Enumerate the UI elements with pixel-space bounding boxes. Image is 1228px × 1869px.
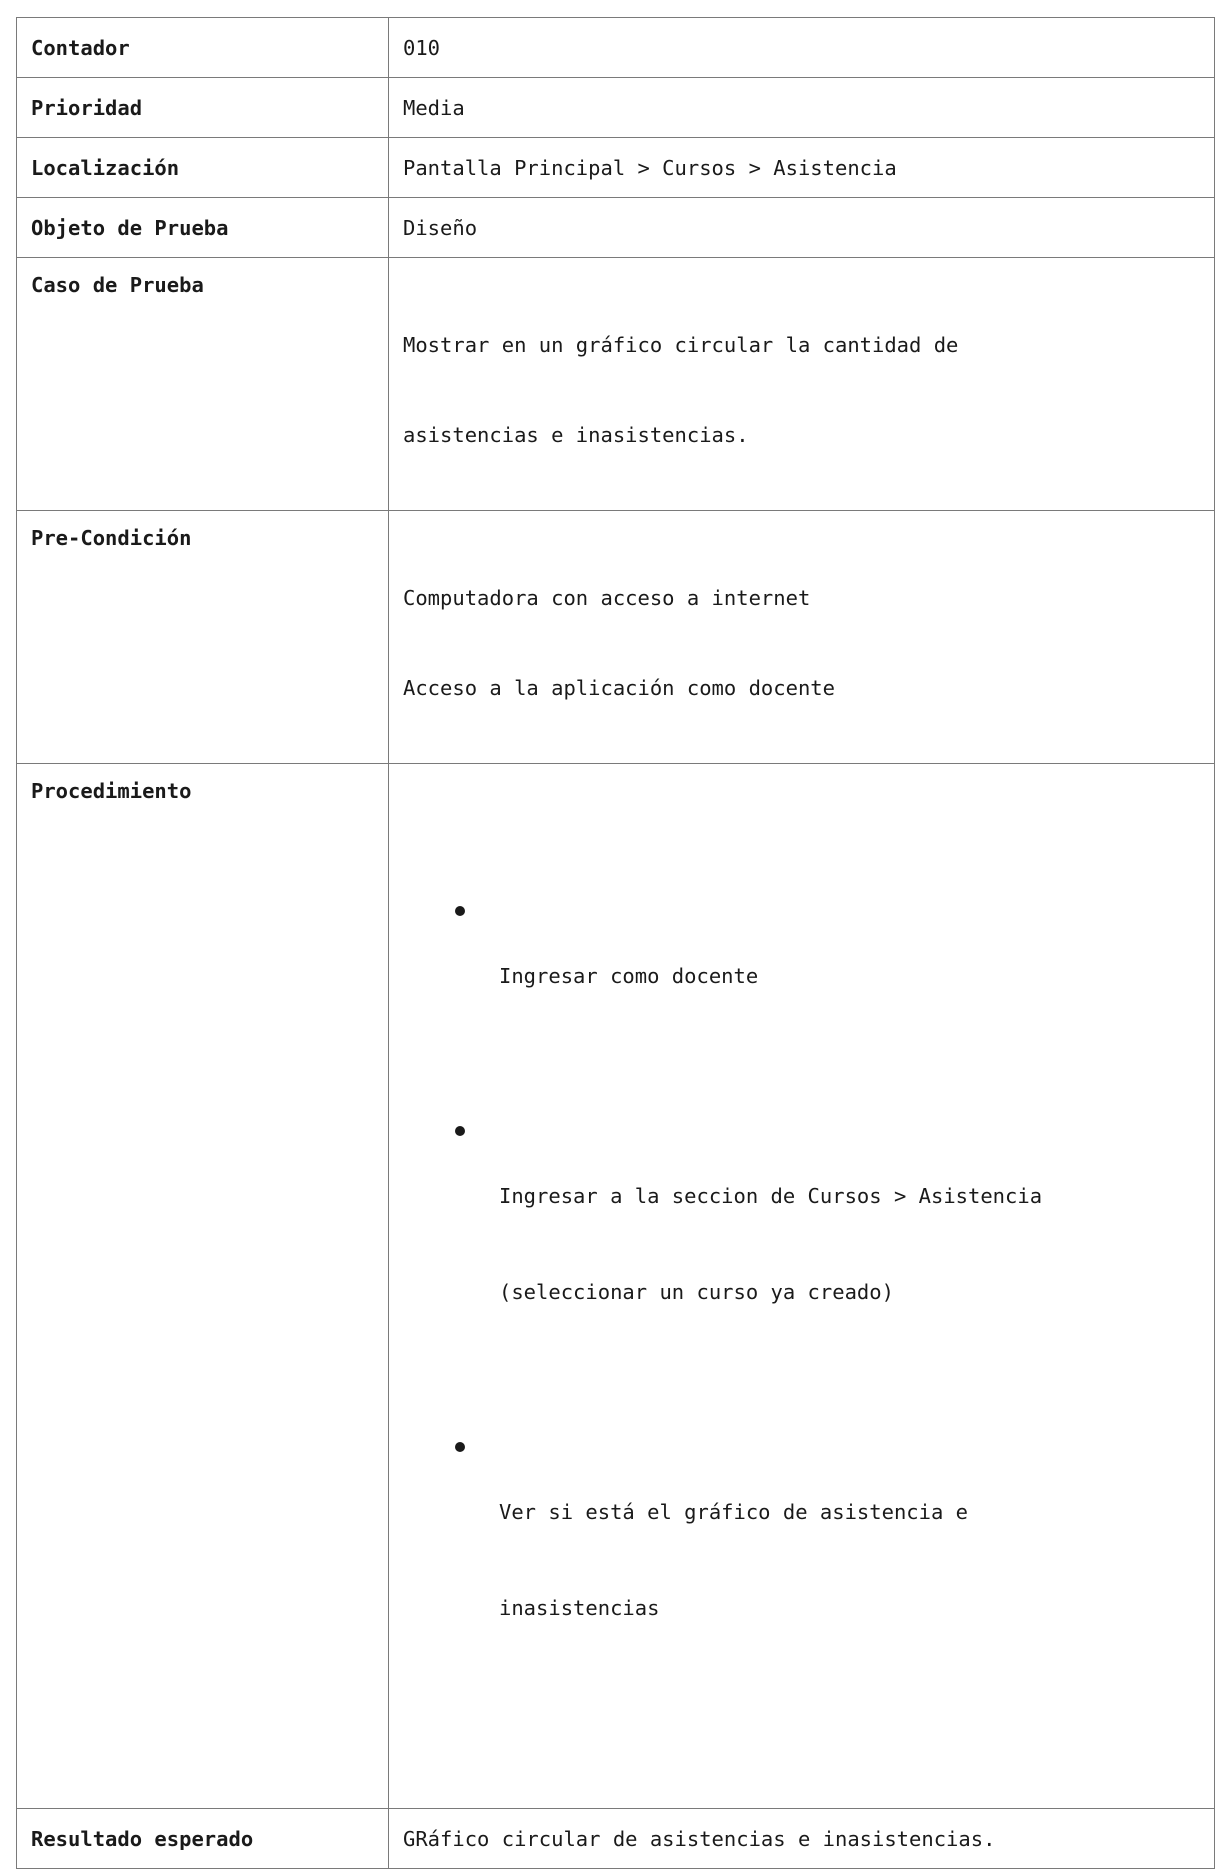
caso-line-1: Mostrar en un gráfico circular la cantidad de bbox=[403, 333, 959, 357]
step-3-line-2: inasistencias bbox=[499, 1596, 660, 1620]
caso-line-2: asistencias e inasistencias. bbox=[403, 423, 749, 447]
step-3-line-1: Ver si está el gráfico de asistencia e bbox=[499, 1500, 968, 1524]
step-2-line-2: (seleccionar un curso ya creado) bbox=[499, 1280, 894, 1304]
procedure-step bbox=[499, 1116, 1200, 1372]
row-pre-condicion bbox=[17, 511, 1215, 764]
value-contador: 010 bbox=[389, 18, 1215, 78]
procedure-steps-list bbox=[403, 836, 1200, 1748]
label-pre-condicion: Pre-Condición bbox=[17, 511, 389, 764]
step-1-line-1: Ingresar como docente bbox=[499, 964, 759, 988]
procedure-step bbox=[499, 896, 1200, 1056]
test-case-table bbox=[16, 17, 1215, 1869]
row-procedimiento bbox=[17, 764, 1215, 1809]
value-caso-de-prueba bbox=[389, 258, 1215, 511]
label-caso-de-prueba: Caso de Prueba bbox=[17, 258, 389, 511]
value-prioridad: Media bbox=[389, 78, 1215, 138]
precondicion-line-1: Computadora con acceso a internet bbox=[403, 586, 811, 610]
row-prioridad bbox=[17, 78, 1215, 138]
label-resultado-esperado: Resultado esperado bbox=[17, 1809, 389, 1869]
label-procedimiento: Procedimiento bbox=[17, 764, 389, 1809]
label-contador: Contador bbox=[17, 18, 389, 78]
label-objeto-de-prueba: Objeto de Prueba bbox=[17, 198, 389, 258]
step-2-line-1: Ingresar a la seccion de Cursos > Asistencia bbox=[499, 1184, 1043, 1208]
value-localizacion: Pantalla Principal > Cursos > Asistencia bbox=[389, 138, 1215, 198]
row-objeto-de-prueba bbox=[17, 198, 1215, 258]
row-resultado-esperado bbox=[17, 1809, 1215, 1869]
row-caso-de-prueba bbox=[17, 258, 1215, 511]
value-pre-condicion bbox=[389, 511, 1215, 764]
value-objeto-de-prueba: Diseño bbox=[389, 198, 1215, 258]
precondicion-line-2: Acceso a la aplicación como docente bbox=[403, 676, 835, 700]
procedure-step bbox=[499, 1432, 1200, 1688]
value-procedimiento bbox=[389, 764, 1215, 1809]
row-contador bbox=[17, 18, 1215, 78]
label-prioridad: Prioridad bbox=[17, 78, 389, 138]
label-localizacion: Localización bbox=[17, 138, 389, 198]
row-localizacion bbox=[17, 138, 1215, 198]
value-resultado-esperado: GRáfico circular de asistencias e inasistencias. bbox=[389, 1809, 1215, 1869]
